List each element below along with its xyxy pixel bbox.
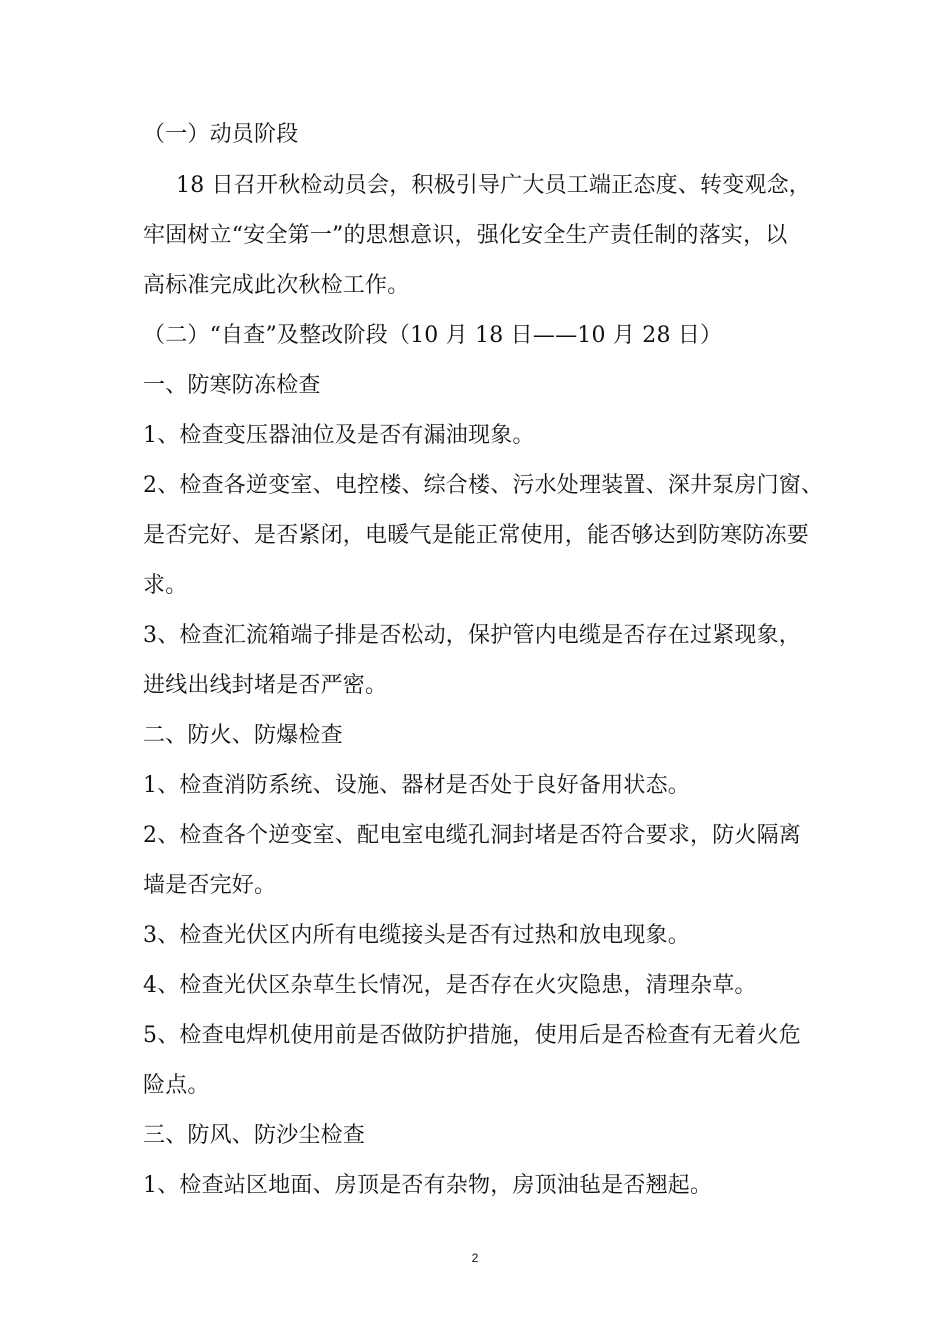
list-item-continuation: 进线出线封堵是否严密。 bbox=[143, 673, 388, 698]
list-item-continuation: 险点。 bbox=[143, 1073, 210, 1098]
page-number: 2 bbox=[471, 1251, 479, 1265]
list-item: 4、检查光伏区杂草生长情况，是否存在火灾隐患，清理杂草。 bbox=[143, 973, 757, 998]
paragraph-line: 18 日召开秋检动员会，积极引导广大员工端正态度、转变观念， bbox=[176, 173, 811, 198]
section-heading-mobilization: （一）动员阶段 bbox=[143, 122, 299, 147]
paragraph-line: 高标准完成此次秋检工作。 bbox=[143, 273, 410, 298]
list-item: 1、检查消防系统、设施、器材是否处于良好备用状态。 bbox=[143, 773, 690, 798]
list-item-continuation: 是否完好、是否紧闭，电暖气是能正常使用，能否够达到防寒防冻要 bbox=[143, 523, 810, 548]
list-item: 1、检查站区地面、房顶是否有杂物，房顶油毡是否翘起。 bbox=[143, 1173, 713, 1198]
list-item: 5、检查电焊机使用前是否做防护措施，使用后是否检查有无着火危 bbox=[143, 1023, 801, 1048]
list-item: 2、检查各逆变室、电控楼、综合楼、污水处理装置、深井泵房门窗、 bbox=[143, 473, 824, 498]
subsection-heading-fire-explosion: 二、防火、防爆检查 bbox=[143, 723, 343, 748]
list-item: 3、检查汇流箱端子排是否松动，保护管内电缆是否存在过紧现象， bbox=[143, 623, 801, 648]
section-heading-self-check: （二）“自查”及整改阶段（10 月 18 日——10 月 28 日） bbox=[143, 323, 723, 348]
list-item: 3、检查光伏区内所有电缆接头是否有过热和放电现象。 bbox=[143, 923, 690, 948]
list-item-continuation: 求。 bbox=[143, 573, 188, 598]
subsection-heading-wind-dust: 三、防风、防沙尘检查 bbox=[143, 1123, 366, 1148]
paragraph-line: 牢固树立“安全第一”的思想意识，强化安全生产责任制的落实，以 bbox=[143, 223, 788, 248]
list-item: 1、检查变压器油位及是否有漏油现象。 bbox=[143, 423, 535, 448]
subsection-heading-cold-protection: 一、防寒防冻检查 bbox=[143, 373, 321, 398]
list-item-continuation: 墙是否完好。 bbox=[143, 873, 277, 898]
list-item: 2、检查各个逆变室、配电室电缆孔洞封堵是否符合要求，防火隔离 bbox=[143, 823, 801, 848]
